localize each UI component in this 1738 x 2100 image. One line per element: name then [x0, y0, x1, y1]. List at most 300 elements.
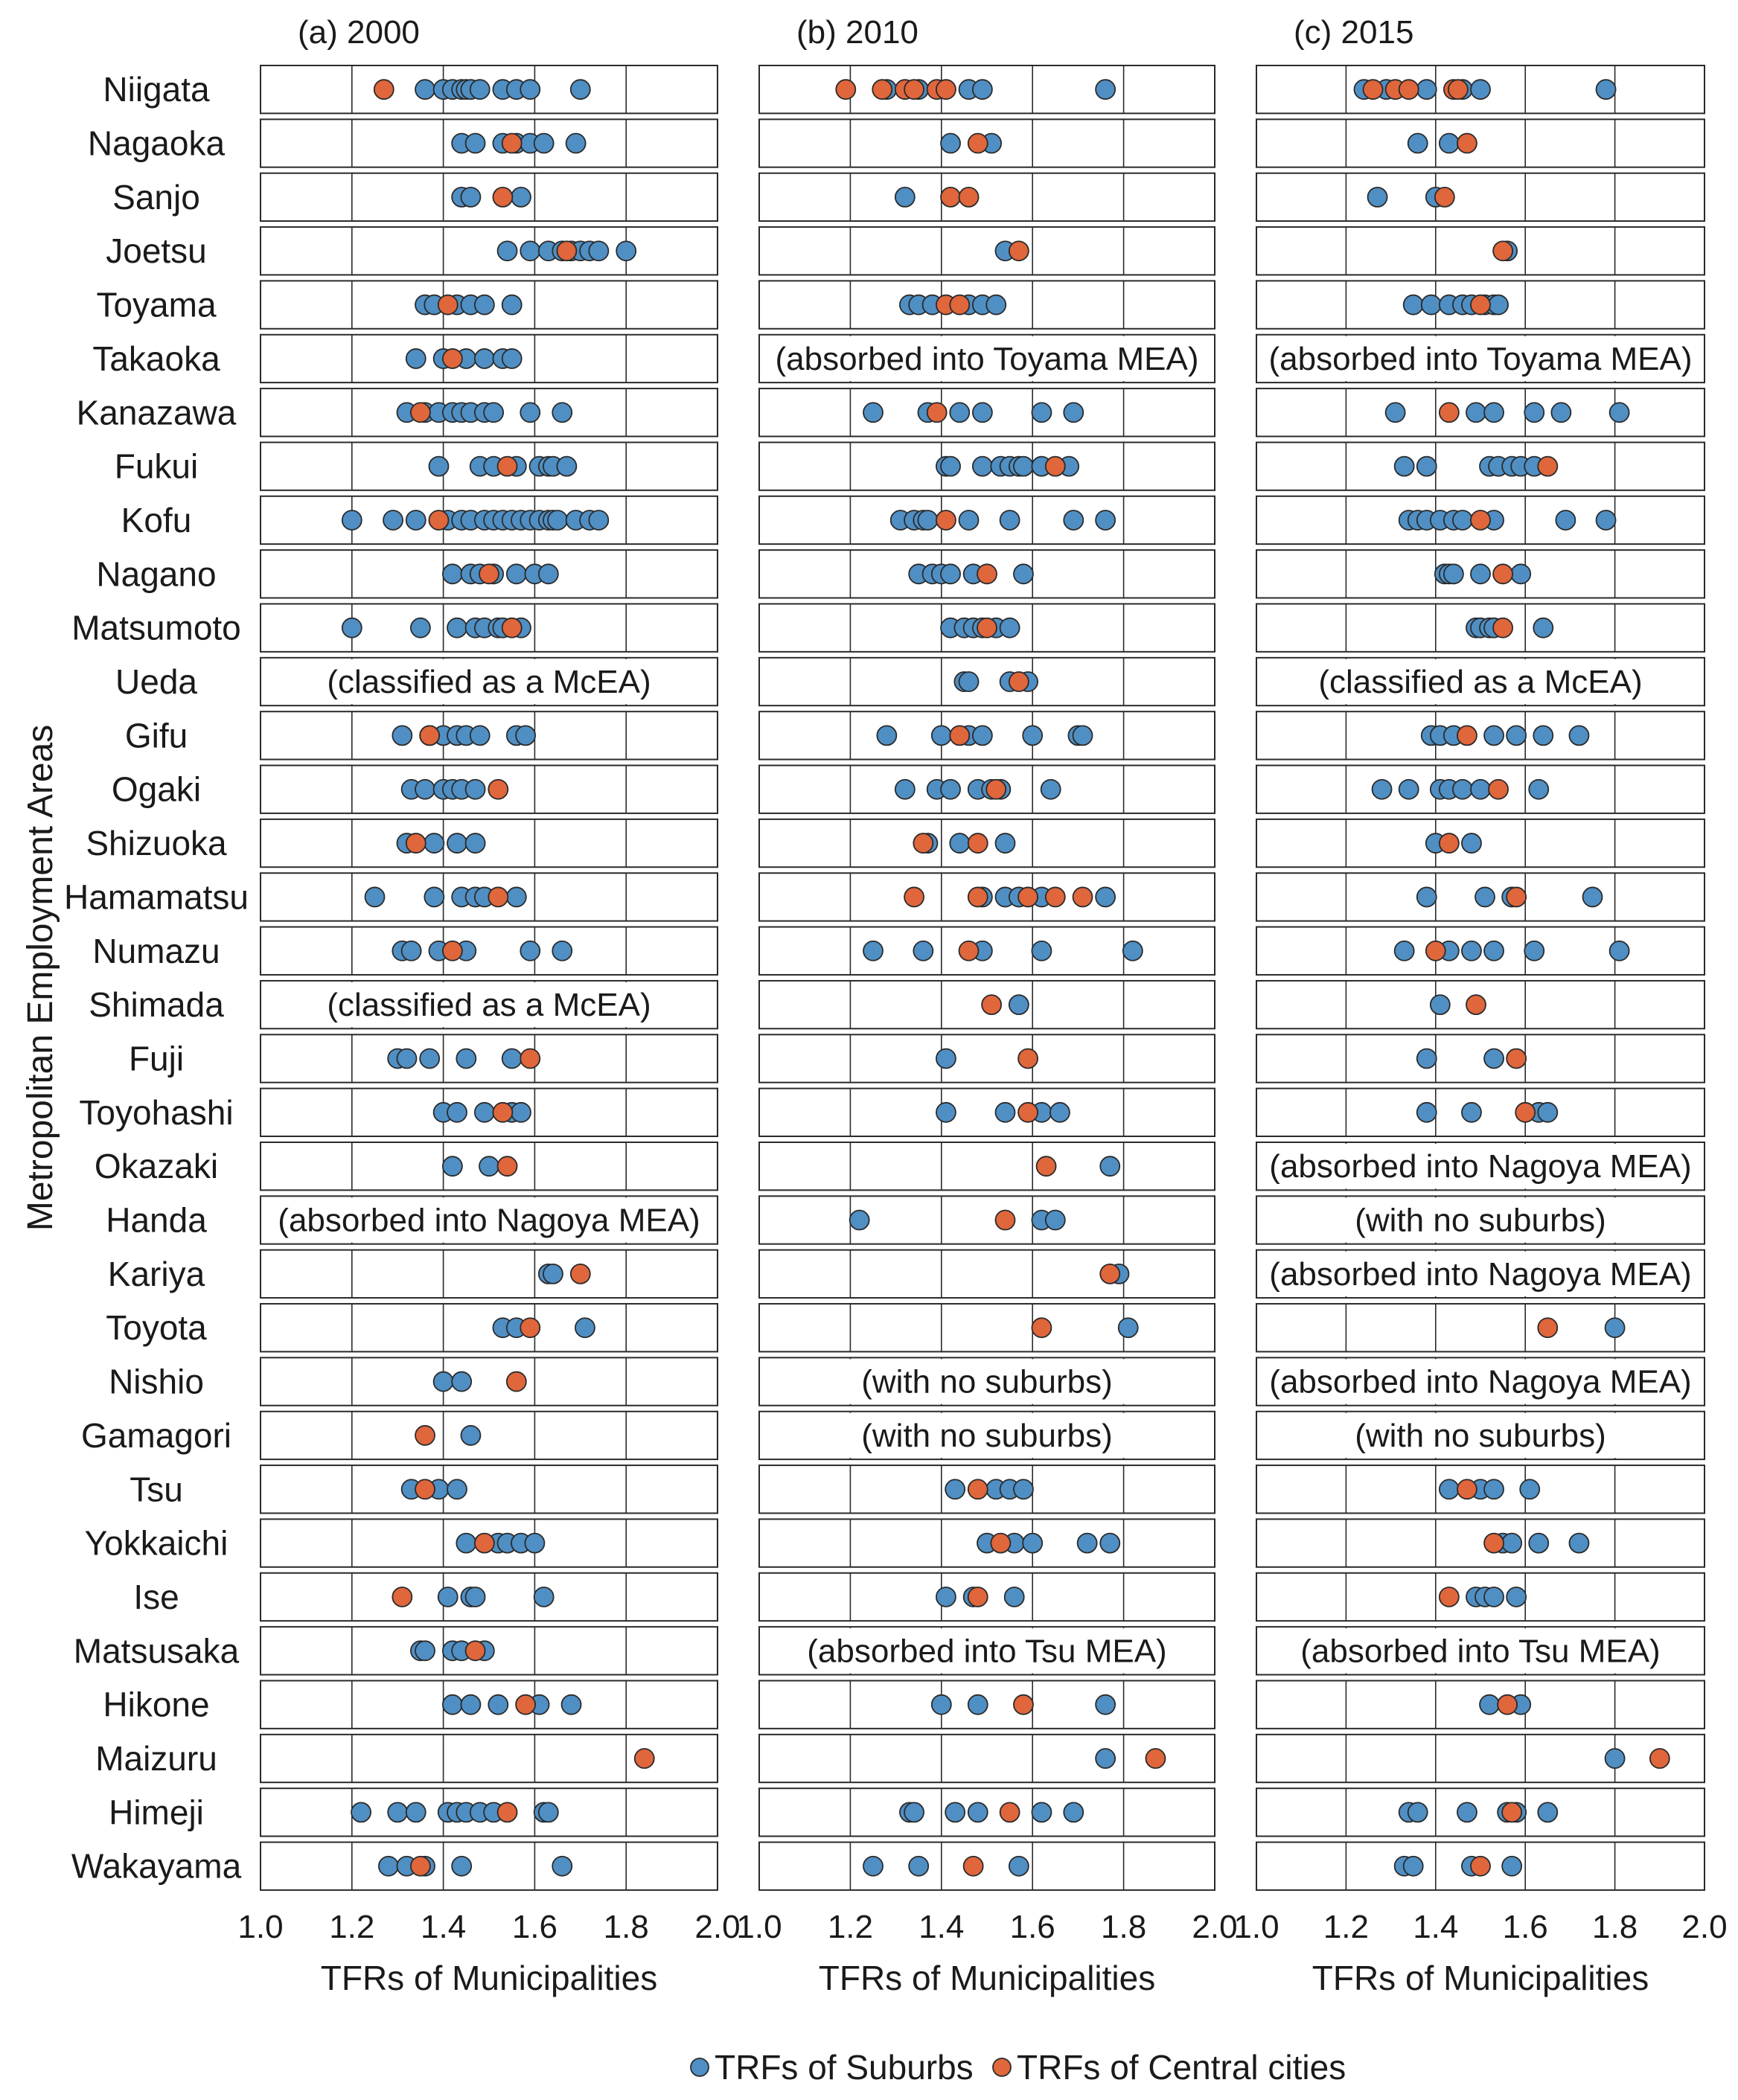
panels [237, 14, 1727, 1997]
suburb-point-nagano [443, 564, 462, 583]
category-label-hikone: Hikone [103, 1685, 210, 1724]
suburb-point-yokkaichi [456, 1534, 476, 1553]
central-city-point-hamamatsu [1507, 887, 1526, 906]
suburb-point-kanazawa [863, 403, 883, 422]
central-city-point-niigata [1448, 80, 1468, 99]
row-note-takaoka: (absorbed into Toyama MEA) [775, 340, 1199, 377]
x-tick-label: 1.6 [1009, 1908, 1055, 1945]
row-box-handa [759, 1196, 1215, 1243]
suburb-point-kofu [959, 510, 979, 530]
suburb-point-toyama [502, 295, 522, 315]
central-city-point-joetsu [1493, 241, 1512, 260]
suburb-point-kanazawa [520, 403, 540, 422]
central-city-point-niigata [872, 80, 892, 99]
central-city-point-nishio [507, 1372, 526, 1392]
suburb-point-matsumoto [1533, 618, 1553, 638]
x-tick-label: 1.0 [237, 1908, 284, 1945]
suburb-point-maizuru [1096, 1749, 1115, 1768]
panel-title: (b) 2010 [796, 14, 918, 51]
category-label-joetsu: Joetsu [106, 231, 207, 271]
suburb-point-wakayama [452, 1857, 471, 1876]
suburb-point-nagano [1014, 564, 1033, 583]
central-city-point-niigata [836, 80, 855, 99]
row-box-sanjo [759, 173, 1215, 221]
suburb-point-hamamatsu [1417, 887, 1437, 906]
central-city-point-tsu [1457, 1479, 1477, 1499]
row-box-tsu [261, 1465, 718, 1513]
row-note-ueda: (classified as a McEA) [327, 664, 651, 701]
suburb-point-ise [1507, 1587, 1526, 1607]
x-tick-label: 1.8 [1592, 1908, 1638, 1945]
suburb-point-niigata [1597, 80, 1616, 99]
suburb-point-hamamatsu [1096, 887, 1115, 906]
central-city-point-hikone [1498, 1695, 1517, 1715]
central-city-point-niigata [904, 80, 924, 99]
central-city-point-toyota [1538, 1318, 1557, 1337]
suburb-point-kariya [543, 1264, 563, 1284]
central-city-point-nagano [479, 564, 499, 583]
row-box-toyohashi [759, 1089, 1215, 1136]
row-box-toyota [1256, 1304, 1705, 1351]
central-city-point-okazaki [1037, 1156, 1056, 1176]
suburb-point-numazu [402, 941, 421, 961]
category-label-kofu: Kofu [121, 500, 192, 540]
suburb-point-numazu [520, 941, 540, 961]
legend-suburbs-label: TRFs of Suburbs [715, 2048, 974, 2087]
suburb-point-toyama [986, 295, 1006, 315]
x-tick-label: 1.4 [918, 1908, 965, 1945]
row-box-kariya [261, 1250, 718, 1298]
category-label-fukui: Fukui [114, 446, 199, 486]
central-city-point-maizuru [635, 1749, 654, 1768]
central-city-point-toyohashi [1515, 1103, 1535, 1122]
central-city-point-hamamatsu [488, 887, 508, 906]
suburb-point-hamamatsu [1583, 887, 1603, 906]
legend [691, 2048, 1346, 2087]
suburb-point-fukui [941, 457, 960, 476]
suburb-point-nagano [1444, 564, 1463, 583]
suburb-point-ise [936, 1587, 956, 1607]
central-city-point-gifu [950, 726, 969, 745]
row-box-yokkaichi [1256, 1519, 1705, 1566]
suburb-point-numazu [1395, 941, 1414, 961]
category-label-fuji: Fuji [128, 1039, 185, 1078]
row-box-ise [261, 1573, 718, 1621]
central-city-point-hamamatsu [1046, 887, 1065, 906]
suburb-point-toyohashi [447, 1103, 467, 1122]
suburb-point-matsumoto [447, 618, 467, 638]
suburb-point-joetsu [520, 241, 540, 260]
suburb-point-matsumoto [411, 618, 430, 638]
row-note-nishio: (with no suburbs) [861, 1363, 1113, 1400]
suburb-point-fuji [502, 1049, 522, 1068]
suburb-point-numazu [552, 941, 572, 961]
central-city-point-nagano [1493, 564, 1512, 583]
suburb-point-gifu [1073, 726, 1093, 745]
suburb-point-toyota [1606, 1318, 1625, 1337]
panel-title: (c) 2015 [1294, 14, 1414, 51]
central-city-point-numazu [959, 941, 979, 961]
suburb-point-wakayama [1009, 1857, 1029, 1876]
category-label-kanazawa: Kanazawa [76, 393, 237, 432]
suburb-point-kofu [1096, 510, 1115, 530]
central-city-point-wakayama [1471, 1857, 1490, 1876]
central-city-point-sanjo [959, 188, 979, 207]
central-city-point-matsumoto [502, 618, 522, 638]
suburb-point-ise [1484, 1587, 1504, 1607]
suburb-point-hikone [968, 1695, 988, 1715]
central-city-point-numazu [443, 941, 462, 961]
suburb-point-ise [466, 1587, 485, 1607]
central-city-point-fukui [1538, 457, 1557, 476]
suburb-point-gifu [470, 726, 490, 745]
suburb-point-nagano [539, 564, 558, 583]
suburb-point-hikone [488, 1695, 508, 1715]
suburb-point-toyohashi [1538, 1103, 1557, 1122]
suburb-point-toyohashi [1050, 1103, 1070, 1122]
suburb-point-numazu [913, 941, 933, 961]
category-label-shizuoka: Shizuoka [86, 824, 227, 863]
suburb-point-kanazawa [1466, 403, 1486, 422]
category-label-nagaoka: Nagaoka [87, 124, 226, 163]
suburb-point-himeji [904, 1802, 924, 1822]
suburb-point-himeji [968, 1802, 988, 1822]
central-city-point-takaoka [443, 349, 462, 368]
suburb-point-takaoka [406, 349, 426, 368]
central-city-point-nagaoka [1457, 134, 1477, 153]
suburb-point-niigata [1417, 80, 1437, 99]
row-box-gamagori [261, 1412, 718, 1459]
category-label-niigata: Niigata [103, 70, 210, 109]
central-city-point-yokkaichi [1484, 1534, 1504, 1553]
row-note-ueda: (classified as a McEA) [1318, 664, 1643, 701]
x-tick-label: 2.0 [1681, 1908, 1728, 1945]
category-label-ise: Ise [133, 1577, 179, 1616]
suburb-point-kanazawa [1610, 403, 1629, 422]
central-city-point-toyama [950, 295, 969, 315]
suburb-point-niigata [571, 80, 590, 99]
suburb-point-toyohashi [1462, 1103, 1481, 1122]
suburb-point-joetsu [589, 241, 608, 260]
suburb-point-okazaki [443, 1156, 462, 1176]
row-box-nishio [261, 1357, 718, 1405]
suburb-point-kofu [1556, 510, 1575, 530]
row-box-toyota [261, 1304, 718, 1351]
central-city-point-matsumoto [1493, 618, 1512, 638]
x-tick-label: 1.8 [603, 1908, 649, 1945]
central-city-point-fuji [1018, 1049, 1038, 1068]
suburb-point-wakayama [1404, 1857, 1423, 1876]
central-city-point-ise [968, 1587, 988, 1607]
central-city-point-sanjo [941, 188, 960, 207]
suburb-point-takaoka [475, 349, 494, 368]
suburb-point-matsusaka [415, 1641, 435, 1660]
suburb-point-toyohashi [475, 1103, 494, 1122]
category-label-okazaki: Okazaki [94, 1147, 219, 1186]
category-label-nagano: Nagano [96, 554, 217, 594]
category-label-matsumoto: Matsumoto [71, 608, 241, 647]
suburb-point-toyohashi [936, 1103, 956, 1122]
suburb-point-ogaki [1471, 780, 1490, 799]
suburb-point-kanazawa [1551, 403, 1571, 422]
row-note-matsusaka: (absorbed into Tsu MEA) [807, 1633, 1167, 1670]
central-city-point-nagaoka [968, 134, 988, 153]
suburb-point-kanazawa [1386, 403, 1405, 422]
suburb-point-kofu [406, 510, 426, 530]
suburb-point-kofu [383, 510, 403, 530]
suburb-point-ise [438, 1587, 458, 1607]
suburb-point-ogaki [415, 780, 435, 799]
central-city-point-nagaoka [502, 134, 522, 153]
suburb-point-toyota [1119, 1318, 1138, 1337]
x-tick-label: 1.2 [329, 1908, 375, 1945]
suburb-point-hamamatsu [424, 887, 444, 906]
suburb-point-numazu [1123, 941, 1143, 961]
suburb-point-kanazawa [973, 403, 992, 422]
suburb-point-tsu [447, 1479, 467, 1499]
suburb-point-wakayama [379, 1857, 398, 1876]
legend-central-marker [993, 2058, 1011, 2076]
central-city-point-himeji [1502, 1802, 1521, 1822]
category-label-ogaki: Ogaki [111, 769, 202, 809]
suburb-point-nagaoka [566, 134, 586, 153]
suburb-point-himeji [1457, 1802, 1477, 1822]
suburb-point-kofu [1064, 510, 1083, 530]
suburb-point-wakayama [1502, 1857, 1521, 1876]
x-tick-label: 1.6 [1502, 1908, 1548, 1945]
suburb-point-himeji [388, 1802, 407, 1822]
central-city-point-okazaki [498, 1156, 517, 1176]
suburb-point-sanjo [895, 188, 915, 207]
suburb-point-hikone [1096, 1695, 1115, 1715]
central-city-point-fuji [1507, 1049, 1526, 1068]
row-box-wakayama [261, 1843, 718, 1890]
suburb-point-himeji [539, 1802, 558, 1822]
suburb-point-himeji [351, 1802, 371, 1822]
central-city-point-niigata [1364, 80, 1383, 99]
central-city-point-kofu [1471, 510, 1490, 530]
central-city-point-nagano [977, 564, 997, 583]
suburb-point-hikone [932, 1695, 951, 1715]
suburb-point-gifu [392, 726, 412, 745]
central-city-point-hikone [1014, 1695, 1033, 1715]
suburb-point-yokkaichi [1502, 1534, 1521, 1553]
suburb-point-hikone [443, 1695, 462, 1715]
central-city-point-hamamatsu [1073, 887, 1093, 906]
category-label-hamamatsu: Hamamatsu [64, 877, 249, 917]
suburb-point-maizuru [1606, 1749, 1625, 1768]
suburb-point-handa [1046, 1211, 1065, 1230]
suburb-point-gifu [973, 726, 992, 745]
central-city-point-joetsu [557, 241, 576, 260]
row-box-maizuru [1256, 1735, 1705, 1782]
row-box-fuji [1256, 1034, 1705, 1082]
category-label-kariya: Kariya [107, 1254, 205, 1293]
central-city-point-sanjo [1435, 188, 1454, 207]
suburb-point-shizuoka [447, 833, 467, 853]
suburb-point-nishio [452, 1372, 471, 1392]
suburb-point-gifu [932, 726, 951, 745]
suburb-point-ueda [959, 672, 979, 691]
row-box-sanjo [261, 173, 718, 221]
suburb-point-fukui [1395, 457, 1414, 476]
suburb-point-yokkaichi [1569, 1534, 1588, 1553]
central-city-point-niigata [936, 80, 956, 99]
y-axis-label-group [21, 725, 60, 1231]
category-label-takaoka: Takaoka [92, 339, 220, 378]
suburb-point-fukui [1417, 457, 1437, 476]
suburb-point-yokkaichi [1100, 1534, 1119, 1553]
row-box-joetsu [261, 227, 718, 275]
central-city-point-toyohashi [1018, 1103, 1038, 1122]
suburb-point-shizuoka [424, 833, 444, 853]
central-city-point-himeji [498, 1802, 517, 1822]
suburb-point-shizuoka [950, 833, 969, 853]
suburb-point-hamamatsu [365, 887, 385, 906]
suburb-point-niigata [470, 80, 490, 99]
central-city-point-ogaki [1489, 780, 1508, 799]
suburb-point-tsu [1484, 1479, 1504, 1499]
x-tick-label: 1.4 [1413, 1908, 1459, 1945]
panel-a-2000 [237, 14, 740, 1997]
suburb-point-kofu [1000, 510, 1020, 530]
central-city-point-fukui [498, 457, 517, 476]
suburb-point-nagano [1511, 564, 1530, 583]
category-label-toyohashi: Toyohashi [79, 1092, 234, 1132]
suburb-point-toyota [575, 1318, 595, 1337]
suburb-point-gifu [516, 726, 535, 745]
suburb-point-tsu [1440, 1479, 1459, 1499]
suburb-point-takaoka [502, 349, 522, 368]
central-city-point-shizuoka [968, 833, 988, 853]
central-city-point-ise [1440, 1587, 1459, 1607]
suburb-point-gifu [1569, 726, 1588, 745]
central-city-point-tsu [968, 1479, 988, 1499]
row-note-handa: (with no suburbs) [1355, 1202, 1606, 1239]
suburb-point-niigata [520, 80, 540, 99]
suburb-point-shizuoka [995, 833, 1015, 853]
suburb-point-joetsu [616, 241, 636, 260]
central-city-point-toyota [520, 1318, 540, 1337]
suburb-point-nagaoka [941, 134, 960, 153]
suburb-point-nagano [1471, 564, 1490, 583]
category-label-gamagori: Gamagori [81, 1415, 231, 1455]
suburb-point-gifu [1533, 726, 1553, 745]
suburb-point-nagano [507, 564, 526, 583]
category-label-himeji: Himeji [109, 1793, 204, 1832]
suburb-point-niigata [973, 80, 992, 99]
central-city-point-maizuru [1650, 1749, 1670, 1768]
suburb-point-numazu [1484, 941, 1504, 961]
suburb-point-ogaki [466, 780, 485, 799]
suburb-point-himeji [1538, 1802, 1557, 1822]
suburb-point-nagaoka [466, 134, 485, 153]
central-city-point-niigata [374, 80, 394, 99]
central-city-point-shizuoka [406, 833, 426, 853]
suburb-point-nagaoka [1408, 134, 1428, 153]
suburb-point-hikone [461, 1695, 480, 1715]
suburb-point-himeji [1032, 1802, 1051, 1822]
category-label-wakayama: Wakayama [71, 1846, 242, 1886]
row-note-handa: (absorbed into Nagoya MEA) [278, 1202, 700, 1239]
suburb-point-ogaki [1529, 780, 1548, 799]
suburb-point-hikone [562, 1695, 581, 1715]
panel-title: (a) 2000 [298, 14, 420, 51]
suburb-point-toyohashi [511, 1103, 531, 1122]
x-tick-label: 2.0 [694, 1908, 741, 1945]
row-note-shimada: (classified as a McEA) [327, 987, 651, 1024]
suburb-point-tsu [1014, 1479, 1033, 1499]
row-note-gamagori: (with no suburbs) [1355, 1417, 1606, 1454]
central-city-point-kariya [571, 1264, 590, 1284]
central-city-point-himeji [1000, 1802, 1020, 1822]
suburb-point-yokkaichi [1023, 1534, 1042, 1553]
suburb-point-toyama [1489, 295, 1508, 315]
suburb-point-matsumoto [342, 618, 362, 638]
central-city-point-kofu [429, 510, 448, 530]
central-city-point-kariya [1100, 1264, 1119, 1284]
central-city-point-yokkaichi [475, 1534, 494, 1553]
category-label-nishio: Nishio [109, 1362, 204, 1401]
suburb-point-nagano [941, 564, 960, 583]
suburb-point-fukui [1014, 457, 1033, 476]
suburb-point-handa [850, 1211, 869, 1230]
suburb-point-ogaki [1041, 780, 1061, 799]
central-city-point-hikone [516, 1695, 535, 1715]
suburb-point-shimada [1009, 995, 1029, 1014]
suburb-point-yokkaichi [525, 1534, 544, 1553]
central-city-point-hamamatsu [1018, 887, 1038, 906]
x-axis-label: TFRs of Municipalities [818, 1958, 1156, 1997]
suburb-point-nishio [434, 1372, 453, 1392]
x-axis-label: TFRs of Municipalities [320, 1958, 658, 1997]
suburb-point-himeji [1408, 1802, 1428, 1822]
suburb-point-joetsu [498, 241, 517, 260]
row-box-sanjo [1256, 173, 1705, 221]
suburb-point-ogaki [895, 780, 915, 799]
x-tick-label: 1.8 [1101, 1908, 1147, 1945]
x-tick-label: 1.2 [1323, 1908, 1369, 1945]
row-box-fuji [759, 1034, 1215, 1082]
suburb-point-niigata [415, 80, 435, 99]
suburb-point-sanjo [1368, 188, 1387, 207]
central-city-point-toyama [1471, 295, 1490, 315]
suburb-point-kanazawa [950, 403, 969, 422]
central-city-point-sanjo [493, 188, 512, 207]
suburb-point-fuji [1417, 1049, 1437, 1068]
suburb-point-himeji [945, 1802, 965, 1822]
x-tick-label: 1.0 [1233, 1908, 1279, 1945]
central-city-point-numazu [1426, 941, 1445, 961]
central-city-point-kofu [936, 510, 956, 530]
category-label-sanjo: Sanjo [112, 177, 200, 217]
x-tick-label: 2.0 [1192, 1908, 1238, 1945]
central-city-point-gifu [1457, 726, 1477, 745]
central-city-point-tsu [415, 1479, 435, 1499]
central-city-point-handa [995, 1211, 1015, 1230]
suburb-point-fuji [456, 1049, 476, 1068]
central-city-point-kanazawa [1440, 403, 1459, 422]
row-box-joetsu [759, 227, 1215, 275]
suburb-point-himeji [1064, 1802, 1083, 1822]
central-city-point-wakayama [411, 1857, 430, 1876]
category-label-yokkaichi: Yokkaichi [84, 1523, 229, 1563]
category-label-toyota: Toyota [106, 1308, 207, 1348]
central-city-point-gamagori [415, 1426, 435, 1445]
central-city-point-ogaki [986, 780, 1006, 799]
row-box-wakayama [759, 1843, 1215, 1890]
x-tick-label: 1.4 [421, 1908, 467, 1945]
